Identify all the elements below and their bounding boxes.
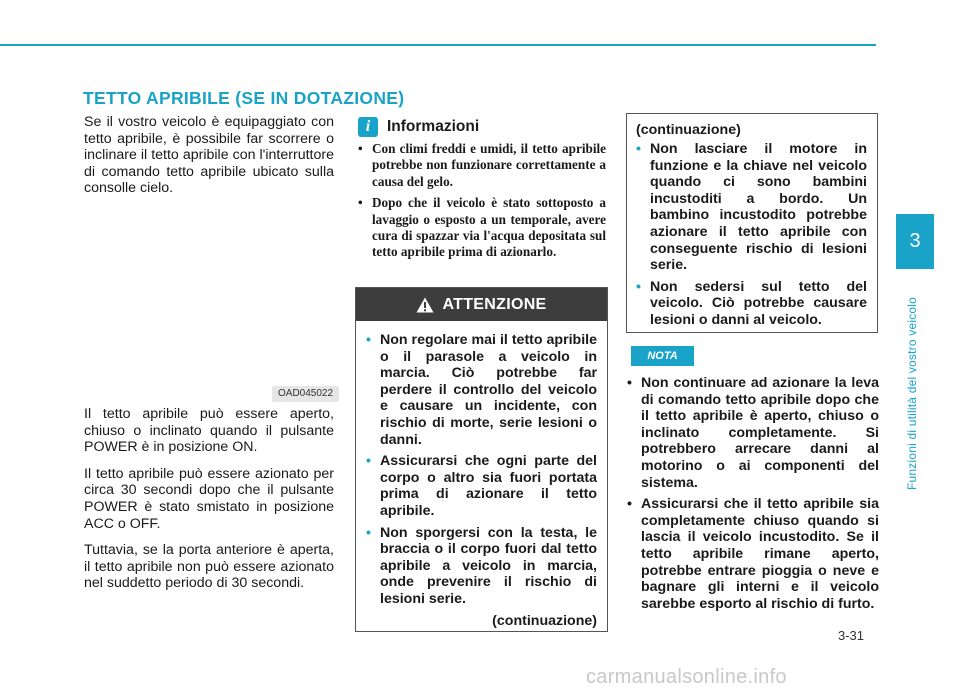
- nota-list: [627, 375, 879, 617]
- warning-item: • Non sporgersi con la testa, le braccia o il corpo fuori dal tetto apribile a veicolo in marcia, onde prevenire il rischio di lesioni serie.: [366, 525, 597, 608]
- intro-column: [84, 114, 334, 207]
- image-code-label: OAD045022: [272, 386, 339, 402]
- nota-item: • Non continuare ad azionare la leva di comando tetto apribile dopo che il tetto apribile è aperto, chiuso o inclinato completamente. Si potrebbero arrecare danni al motorino o ai componenti del sistema.: [627, 375, 879, 491]
- watermark: carmanualsonline.info: [586, 666, 787, 688]
- chapter-side-title: Funzioni di utilità del vostro veicolo: [905, 296, 919, 490]
- body-paragraph: Il tetto apribile può essere aperto, chiuso o inclinato quando il pulsante POWER è in posizione ON.: [84, 406, 334, 456]
- warning-header: [356, 288, 607, 321]
- warning-item: • Non regolare mai il tetto apribile o il parasole a veicolo in marcia. Ciò potrebbe far perdere il controllo del veicolo e causare un incidente, con rischio di morte, serie lesioni o danni.: [366, 332, 597, 448]
- info-header: [358, 117, 479, 137]
- continued-heading: (continuazione): [636, 122, 741, 138]
- warning-item: • Assicurarsi che ogni parte del corpo o altro sia fuori portata prima di azionare il tetto apribile.: [366, 453, 597, 519]
- info-icon: i: [358, 117, 378, 137]
- warning-continued-box: [626, 113, 878, 333]
- warning-triangle-icon: [416, 297, 434, 313]
- info-list: [356, 141, 606, 266]
- top-rule: [0, 44, 876, 46]
- warning-item: • Non sedersi sul tetto del veicolo. Ciò potrebbe causare lesioni o danni al veicolo.: [636, 279, 867, 329]
- chapter-tab: 3: [896, 214, 934, 269]
- warning-box: [355, 287, 608, 632]
- info-item: • Con climi freddi e umidi, il tetto apribile potrebbe non funzionare correttamente a causa del gelo.: [356, 141, 606, 190]
- body-paragraph: Tuttavia, se la porta anteriore è aperta, il tetto apribile non può essere azionato nel suddetto periodo di 30 secondi.: [84, 542, 334, 592]
- info-item: • Dopo che il veicolo è stato sottoposto a lavaggio o esposto a un temporale, avere cura di spazzar via l'acqua depositata sul tetto apribile prima di azionarlo.: [356, 195, 606, 261]
- warning-item: • Non lasciare il motore in funzione e la chiave nel veicolo quando ci sono bambini incustoditi a bordo. Un bambino incustodito potrebbe azionare il tetto apribile con conseguente rischio di lesioni serie.: [636, 141, 867, 274]
- page-number: 3-31: [838, 628, 865, 643]
- section-title: TETTO APRIBILE (SE IN DOTAZIONE): [83, 88, 405, 108]
- warning-continued-list: [627, 138, 877, 329]
- body-paragraph: Il tetto apribile può essere azionato per circa 30 secondi dopo che il pulsante POWER è stato smistato in posizione ACC o OFF.: [84, 465, 334, 532]
- info-title: Informazioni: [387, 118, 480, 135]
- continued-label: (continuazione): [492, 612, 597, 629]
- nota-item: • Assicurarsi che il tetto apribile sia completamente chiuso quando si lascia il veicolo incustodito. Se il tetto apribile rimane aperto, potrebbe entrare pioggia o neve e bagnare gli interni e il veicolo sarebbe esporto al rischio di furto.: [627, 496, 879, 612]
- nota-badge: NOTA: [631, 346, 694, 366]
- warning-list: [356, 321, 607, 608]
- body-column: [84, 406, 334, 602]
- warning-title: ATTENZIONE: [442, 295, 547, 313]
- intro-paragraph: Se il vostro veicolo è equipaggiato con tetto apribile, è possibile far scorrere o inclinare il tetto apribile con l'interruttore di comando tetto apribile ubicato sulla consolle cielo.: [84, 114, 334, 197]
